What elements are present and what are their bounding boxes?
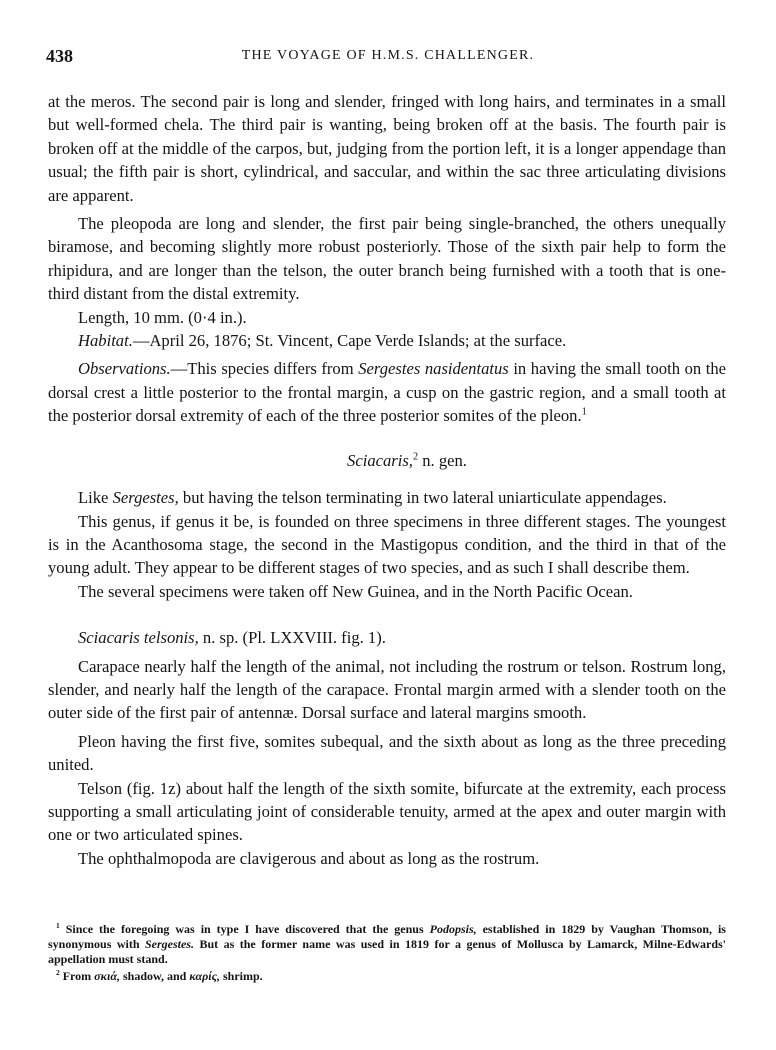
page-header — [46, 46, 730, 68]
paragraph-genus: This genus, if genus it be, is founded on three specimens in three different stages. The youngest is in the Acanthosoma stage, the second in the Mastigopus condition, and the third in that of the young adult. They appear to be different stages of two species, and as such I shall describe them. — [48, 511, 726, 578]
genus-diagnosis: Like Sergestes, but having the telson terminating in two lateral uniarticulate appendages. — [78, 488, 667, 508]
footnote-marker-2: 2 — [412, 451, 419, 463]
observations-label: Observations. — [78, 359, 171, 379]
species-heading: Sciacaris telsonis, n. sp. (Pl. LXXVIII. fig. 1). — [78, 628, 386, 648]
main-text — [48, 90, 726, 870]
genus-heading: Sciacaris,$^2$ n. gen. — [347, 450, 467, 470]
habitat-label: Habitat. — [78, 331, 133, 351]
paragraph-specimens: The several specimens were taken off New Guinea, and in the North Pacific Ocean. — [78, 581, 633, 601]
footnote-2: $^2$ From σκιά, shadow, and καρίς, shrimp. — [56, 967, 263, 983]
paragraph-ophthalmopoda: The ophthalmopoda are clavigerous and about as long as the rostrum. — [78, 848, 540, 868]
paragraph-appendages: at the meros. The second pair is long and slender, fringed with long hairs, and terminates in a small but well-formed chela. The third pair is wanting, being broken off at the basis. The fourth pair is broken off at the middle of the carpos, but, judging from the portion left, it is a longer appendage than usual; the fifth pair is short, cylindrical, and saccular, and within the sac three articulating divisions are apparent. — [48, 92, 726, 205]
footnotes — [48, 922, 726, 984]
footnote-1: $^1$ Since the foregoing was in type I have discovered that the genus Podopsis, established in 1829 by Vaughan Thomson, is synonymous with Sergestes. But as the former name was used in 1819 for a genus of Mollusca by Lamarck, Milne-Edwards' appellation must stand. — [48, 921, 727, 967]
species-reference: Sergestes nasidentatus — [358, 359, 509, 379]
running-title: THE VOYAGE OF H.M.S. CHALLENGER. — [241, 48, 535, 63]
paragraph-pleon: Pleon having the first five, somites subequal, and the sixth about as long as the three preceding united. — [48, 731, 726, 775]
paragraph-carapace: Carapace nearly half the length of the animal, not including the rostrum or telson. Rostrum long, slender, and nearly half the length of the carapace. Frontal margin armed with a slender tooth on the outer side of the first pair of antennæ. Dorsal surface and lateral margins smooth. — [48, 656, 726, 723]
habitat-line — [48, 329, 726, 352]
paragraph-telson: Telson (fig. 1z) about half the length of the sixth somite, bifurcate at the extremity, each process supporting a small articulating joint of considerable tenuity, armed at the apex and outer margin with one or two articulated spines. — [48, 778, 726, 845]
paragraph-observations: Observations.—This species differs from Sergestes nasidentatus in having the small tooth on the dorsal crest a little posterior to the frontal margin, a cusp on the gastric region, and a small tooth at the posterior dorsal extremity of each of the three posterior somites of the pleon.$^1$ — [48, 359, 727, 426]
paragraph-pleopoda: The pleopoda are long and slender, the first pair being single-branched, the others unequally biramose, and becoming slightly more robust posteriorly. Those of the sixth pair help to form the rhipidura, and are longer than the telson, the outer branch being furnished with a tooth that is one-third distant from the distal extremity. — [48, 214, 726, 304]
habitat-text: —April 26, 1876; St. Vincent, Cape Verde Islands; at the surface. — [132, 331, 567, 351]
page-number: 438 — [46, 46, 73, 66]
footnote-marker-1: 1 — [581, 406, 587, 418]
length-line: Length, 10 mm. (0·4 in.). — [78, 307, 247, 327]
